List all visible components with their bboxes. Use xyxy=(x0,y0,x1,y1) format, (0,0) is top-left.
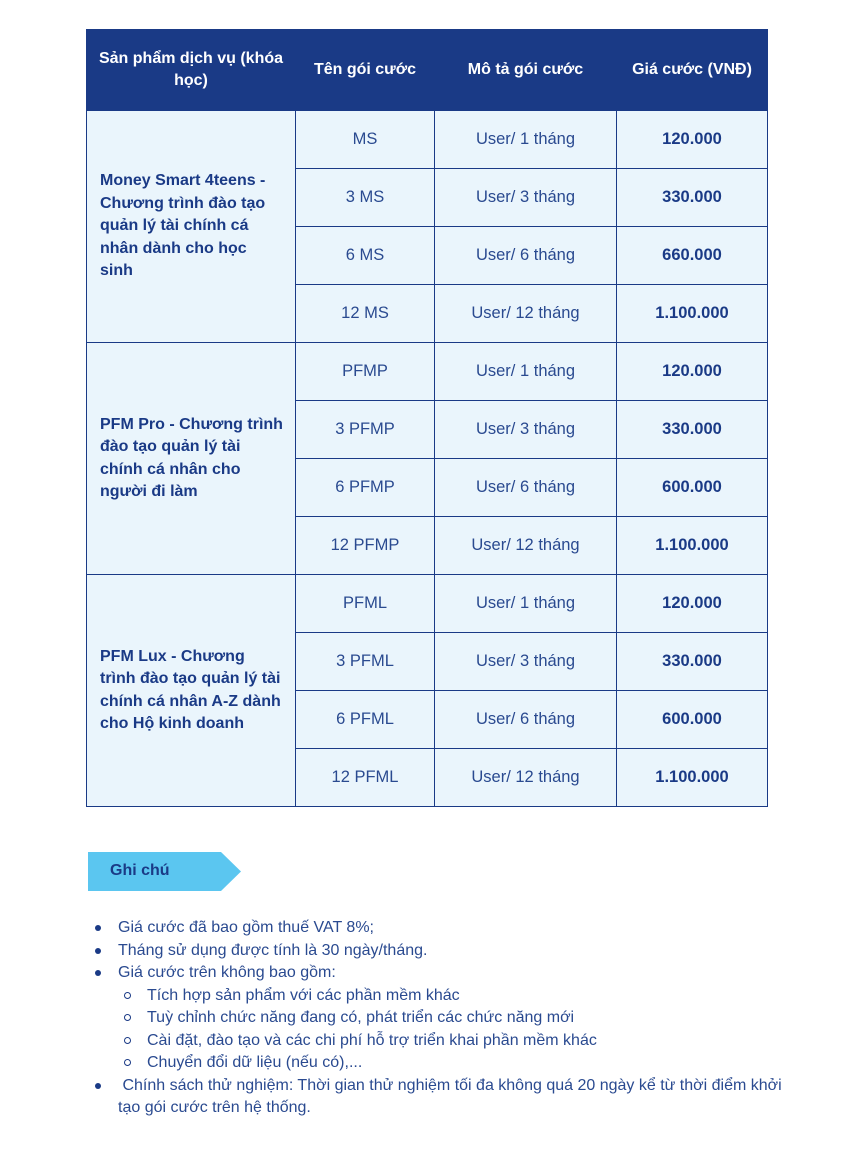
notes-list xyxy=(92,917,787,1120)
package-desc-cell: User/ 1 tháng xyxy=(435,575,617,633)
list-item-text: Giá cước trên không bao gồm: xyxy=(118,964,336,981)
sub-list xyxy=(121,985,782,1075)
price-cell: 1.100.000 xyxy=(617,749,768,807)
package-desc-cell: User/ 6 tháng xyxy=(435,227,617,285)
list-item: Chính sách thử nghiệm: Thời gian thử nghiệm tối đa không quá 20 ngày kể từ thời điểm khởi tạo gói cước trên hệ thống. xyxy=(92,1075,782,1120)
price-cell: 120.000 xyxy=(617,343,768,401)
package-name-cell: 6 PFML xyxy=(296,691,435,749)
price-cell: 120.000 xyxy=(617,111,768,169)
package-name-cell: MS xyxy=(296,111,435,169)
list-item: Giá cước đã bao gồm thuế VAT 8%; xyxy=(92,917,782,940)
package-desc-cell: User/ 3 tháng xyxy=(435,169,617,227)
product-cell: PFM Pro - Chương trình đào tạo quản lý tài chính cá nhân cho người đi làm xyxy=(87,343,296,575)
package-name-cell: 12 PFML xyxy=(296,749,435,807)
price-cell: 330.000 xyxy=(617,169,768,227)
package-name-cell: 3 PFMP xyxy=(296,401,435,459)
price-cell: 120.000 xyxy=(617,575,768,633)
notes-title: Ghi chú xyxy=(110,862,170,879)
header-package-desc: Mô tả gói cước xyxy=(435,30,617,111)
product-cell: Money Smart 4teens - Chương trình đào tạo quản lý tài chính cá nhân dành cho học sinh xyxy=(87,111,296,343)
header-package-name: Tên gói cước xyxy=(296,30,435,111)
table-row xyxy=(87,343,768,401)
product-cell: PFM Lux - Chương trình đào tạo quản lý tài chính cá nhân A-Z dành cho Hộ kinh doanh xyxy=(87,575,296,807)
package-desc-cell: User/ 6 tháng xyxy=(435,459,617,517)
package-desc-cell: User/ 1 tháng xyxy=(435,111,617,169)
package-desc-cell: User/ 3 tháng xyxy=(435,401,617,459)
header-price: Giá cước (VNĐ) xyxy=(617,30,768,111)
sub-list-item: Cài đặt, đào tạo và các chi phí hỗ trợ triển khai phần mềm khác xyxy=(121,1030,782,1053)
price-cell: 600.000 xyxy=(617,691,768,749)
pricing-table xyxy=(86,29,768,807)
table-row xyxy=(87,111,768,169)
sub-list-item: Tuỳ chỉnh chức năng đang có, phát triển các chức năng mới xyxy=(121,1007,782,1030)
table-header-row xyxy=(87,30,768,111)
package-name-cell: 3 PFML xyxy=(296,633,435,691)
package-desc-cell: User/ 1 tháng xyxy=(435,343,617,401)
sub-list-item: Tích hợp sản phẩm với các phần mềm khác xyxy=(121,985,782,1008)
price-cell: 660.000 xyxy=(617,227,768,285)
package-desc-cell: User/ 12 tháng xyxy=(435,517,617,575)
header-product: Sản phẩm dịch vụ (khóa học) xyxy=(87,30,296,111)
price-cell: 1.100.000 xyxy=(617,285,768,343)
notes-tag xyxy=(88,852,241,891)
price-cell: 1.100.000 xyxy=(617,517,768,575)
package-name-cell: PFML xyxy=(296,575,435,633)
price-cell: 600.000 xyxy=(617,459,768,517)
package-desc-cell: User/ 12 tháng xyxy=(435,285,617,343)
list-item xyxy=(92,962,782,985)
package-name-cell: 3 MS xyxy=(296,169,435,227)
price-cell: 330.000 xyxy=(617,633,768,691)
sub-list-item: Chuyển đổi dữ liệu (nếu có),... xyxy=(121,1052,782,1075)
price-cell: 330.000 xyxy=(617,401,768,459)
package-desc-cell: User/ 6 tháng xyxy=(435,691,617,749)
package-name-cell: PFMP xyxy=(296,343,435,401)
package-name-cell: 6 PFMP xyxy=(296,459,435,517)
package-name-cell: 6 MS xyxy=(296,227,435,285)
list-item: Tháng sử dụng được tính là 30 ngày/tháng. xyxy=(92,940,782,963)
package-desc-cell: User/ 12 tháng xyxy=(435,749,617,807)
package-name-cell: 12 PFMP xyxy=(296,517,435,575)
table-row xyxy=(87,575,768,633)
package-desc-cell: User/ 3 tháng xyxy=(435,633,617,691)
package-name-cell: 12 MS xyxy=(296,285,435,343)
